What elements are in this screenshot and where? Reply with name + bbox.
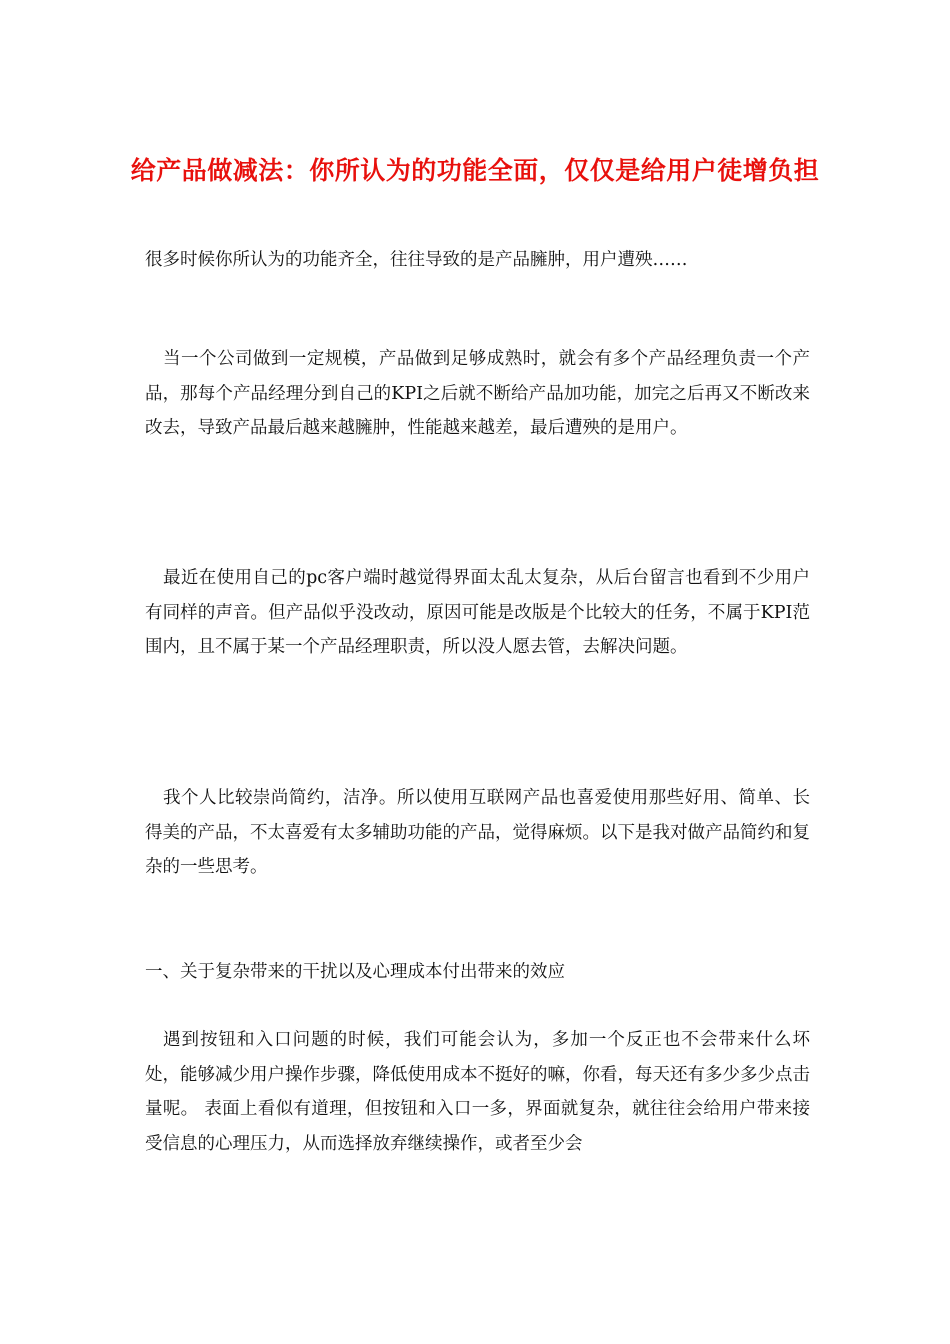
document-title: 给产品做减法：你所认为的功能全面，仅仅是给用户徒增负担 [130,156,820,185]
body-paragraph-3: 我个人比较崇尚简约，洁净。所以使用互联网产品也喜爱使用那些好用、简单、长得美的产品，不太喜爱有太多辅助功能的产品，觉得麻烦。以下是我对做产品简约和复杂的一些思考。 [145,788,810,877]
body-paragraph-1: 当一个公司做到一定规模，产品做到足够成熟时，就会有多个产品经理负责一个产品，那每个产品经理分到自己的KPI之后就不断给产品加功能，加完之后再又不断改来改去，导致产品最后越来越臃肿，性能越来越差，最后遭殃的是用户。 [145,349,810,438]
intro-line: 很多时候你所认为的功能齐全，往往导致的是产品臃肿，用户遭殃…… [145,250,688,270]
body-paragraph-2: 最近在使用自己的pc客户端时越觉得界面太乱太复杂，从后台留言也看到不少用户有同样的声音。但产品似乎没改动，原因可能是改版是个比较大的任务，不属于KPI范围内，且不属于某一个产品经理职责，所以没人愿去管，去解决问题。 [145,568,810,657]
section-heading: 一、关于复杂带来的干扰以及心理成本付出带来的效应 [145,962,565,982]
section-paragraph: 遇到按钮和入口问题的时候，我们可能会认为，多加一个反正也不会带来什么坏处，能够减少用户操作步骤，降低使用成本不挺好的嘛，你看，每天还有多少多少点击量呢。 表面上看似有道理，但按钮和入口一多，界面就复杂，就往往会给用户带来接受信息的心理压力，从而选择放弃继续操作，或者至少会 [145,1030,810,1154]
